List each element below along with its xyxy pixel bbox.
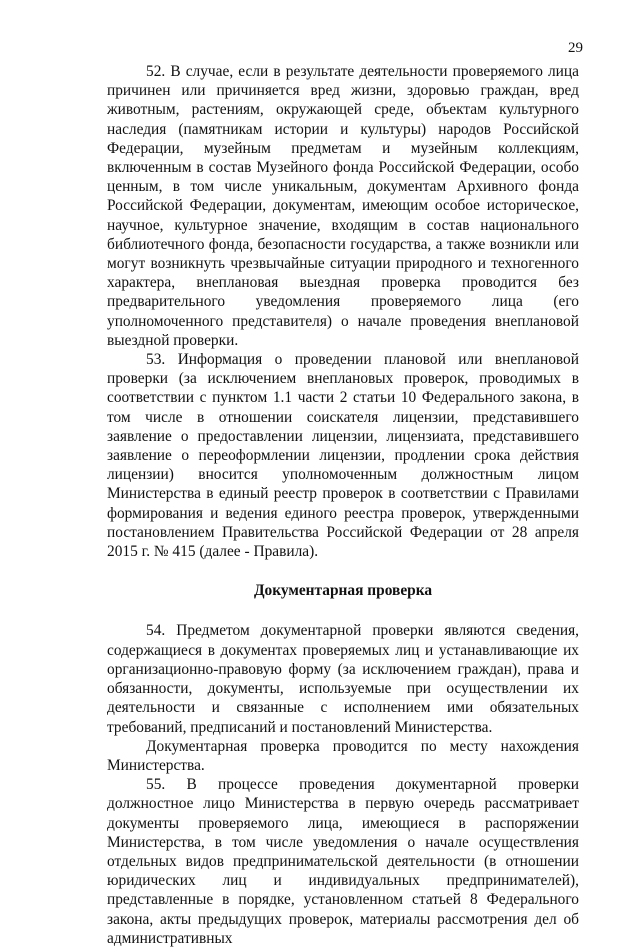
paragraph-54: 54. Предметом документарной проверки являются сведения, содержащиеся в документах проверяемых лиц и устанавливающие их организационно-правовую форму (за исключением граждан), права и обязанности, документы, используемые при осуществлении их деятельности и связанные с исполнением ими обязательных требований, предписаний и постановлений Министерства.: [107, 622, 579, 736]
page-number: 29: [568, 40, 583, 56]
paragraph-53: 53. Информация о проведении плановой или внеплановой проверки (за исключением внеплановых проверок, проводимых в соответствии с пунктом 1.1 части 2 статьи 10 Федерального закона, в том числе в отношении соискателя лицензии, представившего заявление о предоставлении лицензии, лицензиата, представившего заявление о переоформлении лицензии, продлении срока действия лицензии) вносится уполномоченным должностным лицом Министерства в единый реестр проверок в соответствии с Правилами формирования и ведения единого реестра проверок, утвержденными постановлением Правительства Российской Федерации от 28 апреля 2015 г. № 415 (далее - Правила).: [107, 351, 579, 561]
paragraph-52: 52. В случае, если в результате деятельности проверяемого лица причинен или причиняется вред жизни, здоровью граждан, вред животным, растениям, окружающей среде, объектам культурного наследия (памятникам истории и культуры) народов Российской Федерации, музейным предметам и музейным коллекциям, включенным в состав Музейного фонда Российской Федерации, особо ценным, в том числе уникальным, документам Архивного фонда Российской Федерации, документам, имеющим особое историческое, научное, культурное значение, входящим в состав национального библиотечного фонда, безопасности государства, а также возникли или могут возникнуть чрезвычайные ситуации природного и техногенного характера, внеплановая выездная проверка проводится без предварительного уведомления проверяемого лица (его уполномоченного представителя) о начале проведения внеплановой выездной проверки.: [107, 63, 579, 349]
document-body: [107, 62, 579, 948]
section-heading: Документарная проверка: [253, 582, 433, 600]
paragraph-55: 55. В процессе проведения документарной проверки должностное лицо Министерства в первую очередь рассматривает документы проверяемого лица, имеющиеся в распоряжении Министерства, в том числе уведомления о начале осуществления отдельных видов предпринимательской деятельности (в отношении юридических лиц и индивидуальных предпринимателей), представленные в порядке, установленном статьей 8 Федерального закона, акты предыдущих проверок, материалы рассмотрения дел об административных: [107, 776, 579, 947]
paragraph-location: Документарная проверка проводится по месту нахождения Министерства.: [107, 737, 579, 774]
